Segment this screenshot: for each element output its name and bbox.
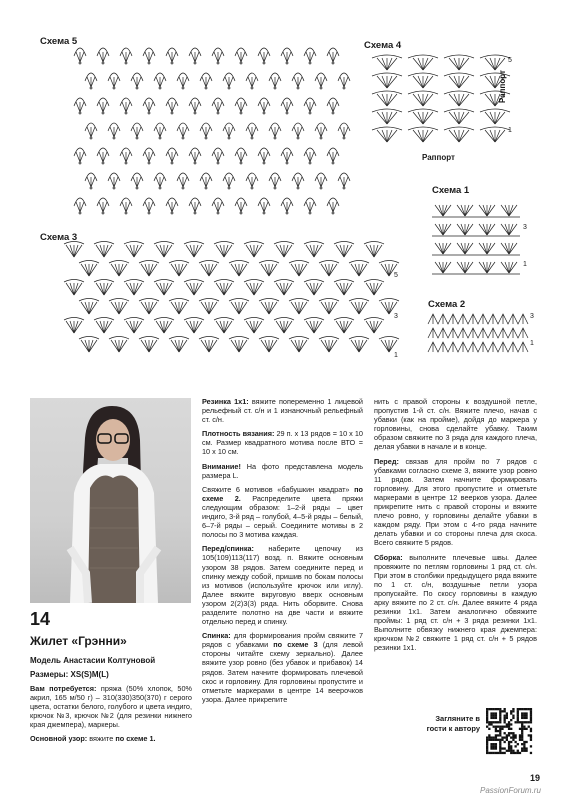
scheme-5-diagram bbox=[70, 38, 355, 216]
density-text: 29 п. х 13 рядов = 10 х 10 см. Размер квадратного мотива после ВТО = 10 х 10 см. bbox=[202, 429, 363, 457]
model-sizes bbox=[30, 670, 109, 679]
back-text-a: для формирования пройм свяжите 7 рядов с убавками bbox=[202, 631, 363, 650]
scheme-2-row-3: 3 bbox=[530, 313, 534, 320]
scheme-1-row-1: 1 bbox=[523, 261, 527, 268]
column-2 bbox=[202, 397, 363, 709]
back-label: Спинка: bbox=[202, 631, 231, 641]
scheme-3-label: Схема 3 bbox=[40, 232, 78, 243]
basic-pattern-value: вяжите bbox=[89, 734, 114, 744]
scheme-2-label: Схема 2 bbox=[428, 299, 466, 310]
scheme-1-label: Схема 1 bbox=[432, 185, 470, 196]
basic-pattern-label: Основной узор: bbox=[30, 734, 88, 744]
sizes-label: Размеры: bbox=[30, 670, 69, 679]
scheme-4-row-1: 1 bbox=[508, 127, 512, 134]
scheme-3-row-3: 3 bbox=[394, 313, 398, 320]
attention-text: На фото представлена модель размера L. bbox=[202, 461, 363, 480]
scheme-4-rapport-vertical: Раппорт bbox=[498, 70, 507, 103]
scheme-4-diagram bbox=[366, 52, 511, 147]
page-number: 19 bbox=[530, 773, 541, 783]
front-label: Перед: bbox=[374, 456, 399, 466]
materials-label: Вам потребуется: bbox=[30, 684, 97, 693]
front-back-label: Перед/спинка: bbox=[202, 544, 254, 554]
sizes-value: XS(S)M(L) bbox=[70, 670, 109, 679]
column-3 bbox=[374, 397, 537, 658]
front-back-text: наберите цепочку из 105(109)113(117) возд. п. Вяжите основным узором 38 рядов. Затем соедините перед и спинку между собой, пришив по бокам полосы из мотивов (используйте крючок или иглу). Далее вяжите вкруговую вверх основным узором 2(2)3(3) ряда. Нить оборвите. Снова разделите полотно на две части и вяжите отдельно перед и спинку. bbox=[202, 544, 363, 627]
scheme-4-row-5: 5 bbox=[508, 57, 512, 64]
rib-label: Резинка 1х1: bbox=[202, 397, 249, 406]
assembly-text: выполните плечевые швы. Далее провяжите по петлям горловины 1 ряд ст. с/н. При этом в столбики предыдущего ряда вяжите по 1 ст. с/н, воздушные петли узора пропускайте. По скосу горловины в каждую арку вяжите по 2 ст. с/н. Далее вяжите 4 ряда резинки 1х1. Затем аналогично обвяжите проймы: 1 ряд ст. с/н + 3 ряда резинки 1х1. Выполните обвязку нижнего края джемпера: крючком №2 свяжите 1 ряд ст. с/н + 5 рядов резинки 1х1. bbox=[374, 552, 537, 653]
materials-text bbox=[30, 684, 192, 749]
scheme-4-rapport-horizontal: Раппорт bbox=[422, 153, 455, 162]
model-author: Модель Анастасии Колтуновой bbox=[30, 656, 156, 665]
assembly-label: Сборка: bbox=[374, 552, 403, 562]
scheme-4-label: Схема 4 bbox=[364, 40, 402, 51]
scheme-3-diagram bbox=[64, 240, 394, 358]
model-number: 14 bbox=[30, 609, 51, 629]
back-scheme: по схеме 3 bbox=[273, 640, 318, 650]
back-text-c: (для левой стороны читайте схему зеркально). Далее вяжите узор ровно (без убавок и прибавок) 14 рядов. Затем начните формировать плечевой скос и горловину. Для горловины пропустите и отметьте маркерами в центре 14 веерочков узора. Далее прикрепите bbox=[202, 640, 364, 704]
scheme-5-label: Схема 5 bbox=[40, 36, 78, 47]
front-text: связав для пройм по 7 рядов с убавками согласно схеме 3, вяжите узор ровно 11 рядов. Затем начните формировать горловину. Для этого пропустите и отметьте маркерами в центре 12 веерков узора. Далее прикрепите нить с правой стороны и вяжите плечо ровно, у горловины делайте убавки в каждом ряду. При этом с 4-го ряда начните делать убавки и со стороны плеча для скоса. Всего свяжите 5 рядов. bbox=[374, 456, 537, 548]
motifs-text-c: Распределите цвета пряжи следующим образом: 1–2-й ряды – цвет индиго, 3-й ряд – голубой, 4–5-й ряды – белый, 6–7-й ряды – серый. Соедините мотивы в 2 полосы по 3 мотива каждая. bbox=[202, 493, 363, 540]
attention-label: Внимание! bbox=[202, 461, 241, 471]
qr-caption: Загляните в гости к автору bbox=[426, 714, 480, 733]
scheme-2-row-1: 1 bbox=[530, 340, 534, 347]
materials-value: пряжа (50% хлопок, 50% акрил, 165 м/50 г) – 310(330)350(370) г серого цвета, остатки белого, голубого и цвета индиго, крючок №3, крючок №2 (для резинки нижнего края джемпера), маркеры. bbox=[30, 684, 192, 730]
scheme-2-diagram bbox=[428, 312, 528, 357]
watermark: PassionForum.ru bbox=[480, 786, 541, 795]
basic-pattern-scheme: по схеме 1. bbox=[115, 734, 156, 744]
density-label: Плотность вязания: bbox=[202, 429, 275, 439]
model-photo bbox=[30, 398, 191, 603]
rib-text: вяжите попеременно 1 лицевой рельефный ст. с/н и 1 изнаночный рельефный ст. с/н. bbox=[202, 397, 363, 425]
model-title: Жилет «Грэнни» bbox=[30, 634, 127, 648]
qr-code-icon[interactable] bbox=[486, 708, 532, 754]
scheme-1-row-3: 3 bbox=[523, 224, 527, 231]
model-figure-icon bbox=[30, 398, 191, 603]
scheme-3-row-5: 5 bbox=[394, 272, 398, 279]
back-continued-text: нить с правой стороны к воздушной петле, пропустив 1-й ст. с/н. Вяжите плечо, начав с убавки (как на пройме), дойдя до маркера у горловины, снова сделайте убавку. Таким образом свяжите по 3 ряда для каждого плеча, делая убавки в начале и в конце. bbox=[374, 397, 537, 452]
motifs-text-a: Свяжите 6 мотивов «бабушкин квадрат» bbox=[202, 484, 350, 494]
scheme-1-diagram bbox=[432, 200, 522, 278]
motifs-scheme: по схеме 2. bbox=[202, 484, 363, 503]
scheme-3-row-1: 1 bbox=[394, 352, 398, 359]
